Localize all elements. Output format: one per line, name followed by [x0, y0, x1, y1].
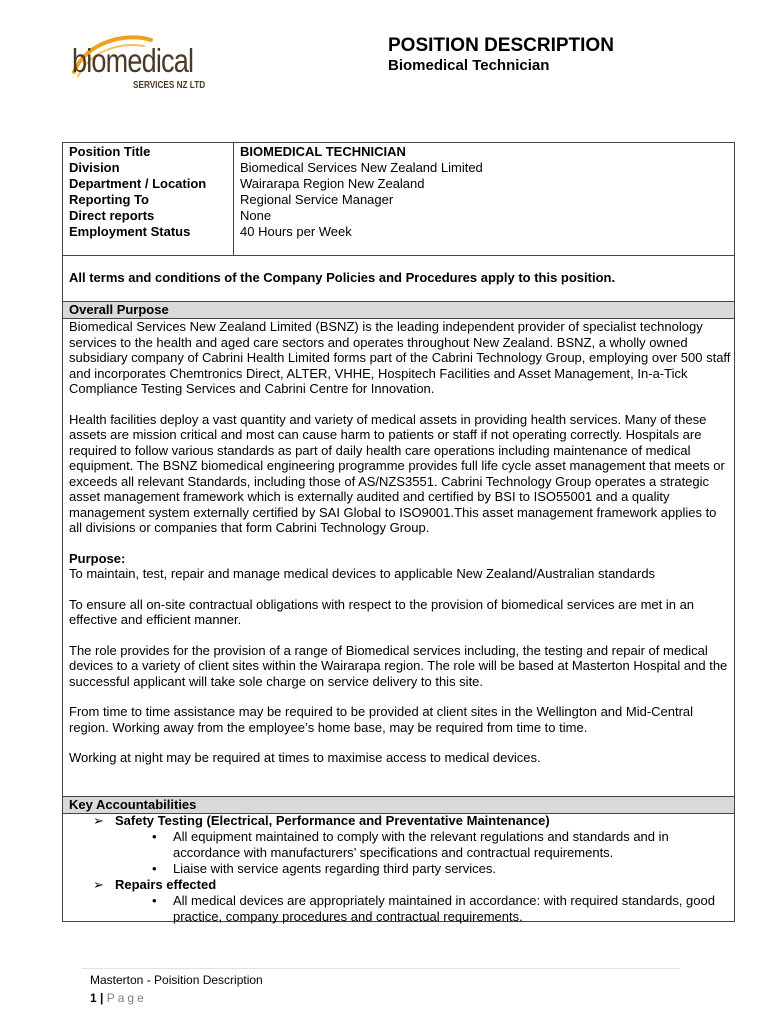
info-value: Wairarapa Region New Zealand	[240, 176, 425, 191]
company-logo	[66, 32, 216, 98]
paragraph: The role provides for the provision of a range of Biomedical services including, the testing and repair of medical devices to a variety of client sites within the Wairarapa region. The role will be based at Masterton Hospital and the successful applicant will take sole charge on service delivery to this site.	[69, 642, 728, 689]
info-label: Employment Status	[69, 224, 191, 239]
accountability-group-title	[69, 813, 733, 829]
purpose-block	[69, 551, 733, 582]
bullet-icon: •	[152, 861, 157, 876]
list-item	[69, 829, 733, 861]
info-label: Direct reports	[69, 208, 155, 223]
group-title-text: Repairs effected	[115, 877, 217, 892]
position-table	[62, 142, 735, 922]
accountability-group-title	[69, 877, 733, 893]
document-title: POSITION DESCRIPTION	[388, 35, 614, 56]
overall-purpose-heading: Overall Purpose	[63, 302, 734, 318]
document-subtitle: Biomedical Technician	[388, 57, 550, 74]
key-accountabilities-list	[69, 813, 733, 925]
info-value: Biomedical Services New Zealand Limited	[240, 160, 483, 175]
list-item-text: All equipment maintained to comply with the relevant regulations and standards and in accordance with manufacturers’ specifications and contractual requirements.	[173, 829, 669, 860]
footer-document-name: Masterton - Poisition Description	[90, 973, 263, 987]
row-divider	[63, 255, 734, 256]
logo-wordmark: biomedical	[72, 42, 194, 79]
list-item	[69, 893, 733, 925]
arrow-bullet-icon: ➢	[93, 813, 104, 828]
info-label: Reporting To	[69, 192, 149, 207]
info-value: Regional Service Manager	[240, 192, 394, 207]
terms-statement: All terms and conditions of the Company Policies and Procedures apply to this position.	[69, 270, 616, 285]
paragraph: From time to time assistance may be required to be provided at client sites in the Wellington and Mid-Central region. Working away from the employee’s home base, may be required from time to time.	[69, 704, 694, 735]
list-item	[69, 861, 733, 877]
footer-divider	[82, 968, 680, 969]
bullet-icon: •	[152, 893, 157, 908]
info-value: 40 Hours per Week	[240, 224, 352, 239]
paragraph: To ensure all on-site contractual obligations with respect to the provision of biomedical services are met in an effective and efficient manner.	[69, 596, 695, 627]
purpose-text: To maintain, test, repair and manage medical devices to applicable New Zealand/Australian standards	[69, 566, 656, 581]
group-title-text: Safety Testing (Electrical, Performance and Preventative Maintenance)	[115, 813, 550, 828]
key-accountabilities-heading: Key Accountabilities	[63, 797, 734, 813]
paragraph: Biomedical Services New Zealand Limited (BSNZ) is the leading independent provider of specialist technology services to the health and aged care sectors and operates throughout New Zealand. BSNZ, a wholly owned subsidiary company of Cabrini Health Limited forms part of the Cabrini Technology Group, employing over 500 staff and incorporates Chemtronics Direct, ALTER, VHHE, Hospitech Facilities and Asset Management, In-a-Tick Compliance Testing Services and Cabrini Centre for Innovation.	[69, 319, 731, 396]
info-label: Department / Location	[69, 176, 207, 191]
column-divider	[233, 143, 234, 255]
info-label: Position Title	[69, 144, 151, 159]
page-number: 1	[90, 991, 97, 1005]
page-separator: |	[100, 991, 104, 1005]
info-value: None	[240, 208, 272, 223]
info-value: BIOMEDICAL TECHNICIAN	[240, 144, 406, 159]
bullet-icon: •	[152, 829, 157, 844]
accountability-items	[69, 829, 733, 877]
overall-purpose-body	[69, 319, 733, 781]
list-item-text: Liaise with service agents regarding third party services.	[173, 861, 496, 876]
page-word: Page	[106, 991, 147, 1005]
arrow-bullet-icon: ➢	[93, 877, 104, 892]
paragraph: Health facilities deploy a vast quantity and variety of medical assets in providing health services. Many of these assets are mission critical and most can cause harm to patients or staff if not operating correctly. Hospitals are required to follow various standards as part of daily health care operations including maintenance of medical equipment. The BSNZ biomedical engineering programme provides full life cycle asset management that meets or exceeds all relevant Standards, including those of AS/NZS3551. Cabrini Technology Group operates a strategic asset management framework which is externally audited and certified by BSI to ISO55001 and a quality management system externally certified by SAI Global to ISO9001.This asset management framework applies to all divisions or companies that form Cabrini Technology Group.	[69, 411, 725, 535]
footer-page-number	[90, 991, 147, 1005]
paragraph: Working at night may be required at times to maximise access to medical devices.	[69, 750, 541, 765]
list-item-text: All medical devices are appropriately maintained in accordance: with required standards, good practice, company procedures and contractual requirements.	[173, 893, 715, 924]
logo-subtext: SERVICES NZ LTD	[133, 80, 206, 91]
accountability-items	[69, 893, 733, 925]
purpose-label: Purpose:	[69, 550, 126, 566]
info-label: Division	[69, 160, 120, 175]
